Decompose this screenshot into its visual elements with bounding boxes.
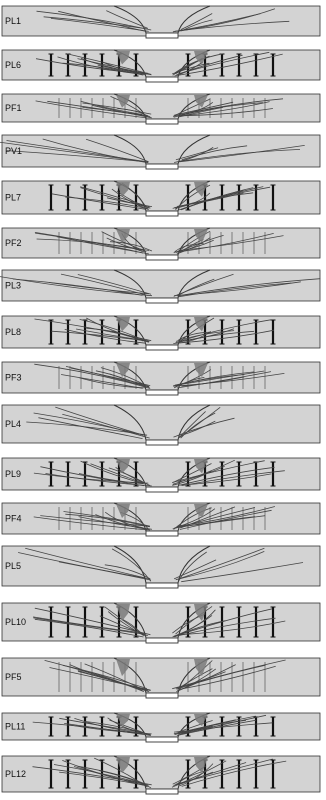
specimen-pl9 (2, 458, 320, 492)
specimen-label: PL1 (5, 16, 22, 26)
slab-body (2, 228, 320, 258)
column-stub (146, 440, 178, 445)
column-stub (146, 119, 178, 124)
specimen-label: PL8 (5, 327, 22, 337)
specimen-pl7 (2, 181, 320, 216)
specimen-label: PL6 (5, 60, 22, 70)
column-stub (146, 737, 178, 742)
column-stub (146, 638, 178, 643)
specimen-pl4 (2, 405, 320, 445)
specimen-pf1 (2, 94, 320, 124)
specimen-pf2 (2, 228, 320, 260)
column-stub (146, 583, 178, 588)
specimen-label: PL10 (5, 617, 27, 627)
specimen-pl10 (2, 603, 320, 643)
specimen-label: PL9 (5, 469, 22, 479)
column-stub (146, 211, 178, 216)
slab-body (2, 658, 320, 696)
specimen-label: PV1 (5, 146, 23, 156)
column-stub (146, 531, 178, 536)
column-stub (146, 298, 178, 303)
specimen-pf5 (2, 658, 320, 698)
specimen-pv1 (0, 135, 320, 169)
slab-body (2, 503, 320, 534)
slab-body (2, 6, 320, 36)
specimen-label: PL11 (5, 721, 26, 732)
specimen-label: PL4 (5, 419, 22, 429)
slab-body (2, 405, 320, 443)
specimen-pl3 (0, 270, 320, 303)
specimen-label: PF4 (5, 513, 22, 524)
column-stub (146, 77, 178, 82)
column-stub (146, 33, 178, 38)
specimen-label: PF5 (5, 672, 22, 682)
column-stub (146, 789, 178, 794)
slab-body (2, 94, 320, 122)
specimen-label: PL12 (5, 769, 27, 779)
specimen-pl5 (2, 546, 320, 588)
specimen-label: PL3 (5, 280, 22, 291)
specimen-pf3 (2, 362, 320, 395)
column-stub (146, 693, 178, 698)
specimen-pf4 (2, 503, 320, 536)
specimen-label: PF2 (5, 238, 22, 248)
specimen-pl12 (2, 756, 320, 794)
column-stub (146, 255, 178, 260)
specimen-label: PF3 (5, 372, 22, 383)
column-stub (146, 164, 178, 169)
specimen-label: PL5 (5, 561, 22, 571)
specimen-pl1 (2, 6, 320, 38)
specimen-pl8 (2, 316, 320, 350)
specimen-pl11 (2, 713, 320, 742)
column-stub (146, 487, 178, 492)
specimen-label: PF1 (5, 103, 22, 113)
slab-body (2, 546, 320, 586)
column-stub (146, 390, 178, 395)
specimen-label: PL7 (5, 192, 22, 203)
column-stub (146, 345, 178, 350)
specimen-pl6 (2, 50, 320, 82)
